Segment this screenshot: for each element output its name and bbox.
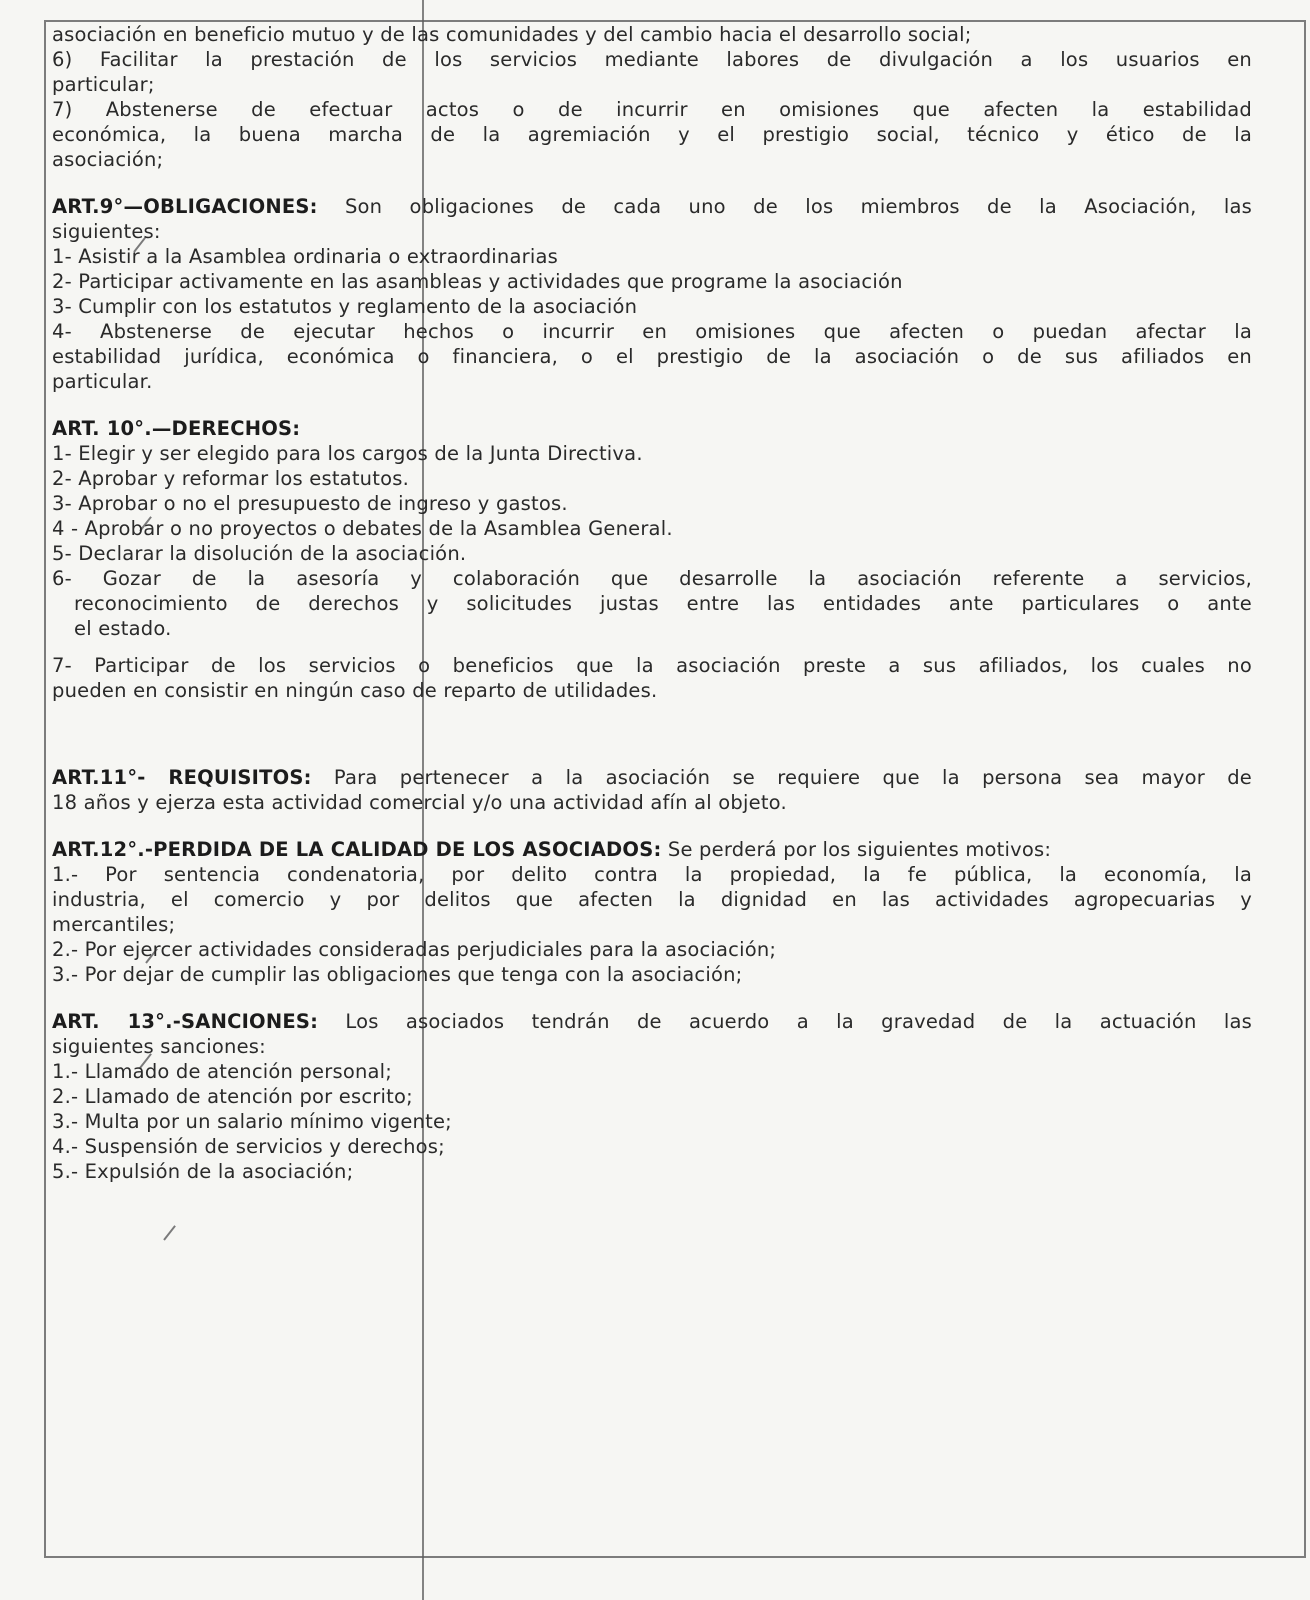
article-heading-line (52, 1009, 1252, 1034)
text-line: 7) Abstenerse de efectuar actos o de incurrir en omisiones que afecten la estabilidad (52, 98, 1252, 121)
text-line: siguientes: (52, 220, 161, 243)
text-line: siguientes sanciones: (52, 1035, 266, 1058)
article-heading-line (52, 837, 1252, 862)
article-heading: ART.11°- REQUISITOS: (52, 766, 312, 789)
article-13 (52, 1009, 1252, 1184)
list-item: 3- Aprobar o no el presupuesto de ingreso y gastos. (52, 492, 568, 515)
article-9 (52, 194, 1252, 394)
article-12 (52, 837, 1252, 987)
article-heading: ART. 10°.—DERECHOS: (52, 417, 301, 440)
list-item: 4 - Aprobar o no proyectos o debates de la Asamblea General. (52, 517, 673, 540)
list-item: 4- Abstenerse de ejecutar hechos o incurrir en omisiones que afecten o puedan afectar la (52, 320, 1252, 343)
list-item: pueden en consistir en ningún caso de reparto de utilidades. (52, 679, 658, 702)
list-item: 5- Declarar la disolución de la asociación. (52, 542, 467, 565)
list-item: 2.- Llamado de atención por escrito; (52, 1085, 413, 1108)
article-intro: Los asociados tendrán de acuerdo a la gravedad de la actuación las (318, 1010, 1252, 1033)
text-line: 18 años y ejerza esta actividad comercial y/o una actividad afín al objeto. (52, 791, 787, 814)
text-line: 6) Facilitar la prestación de los servicios mediante labores de divulgación a los usuarios en (52, 48, 1252, 71)
list-item: 1.- Llamado de atención personal; (52, 1060, 393, 1083)
list-item: 2- Participar activamente en las asambleas y actividades que programe la asociación (52, 270, 903, 293)
list-item: 5.- Expulsión de la asociación; (52, 1160, 354, 1183)
list-item: 6- Gozar de la asesoría y colaboración que desarrolle la asociación referente a servicios, (52, 567, 1252, 590)
list-item: 7- Participar de los servicios o beneficios que la asociación preste a sus afiliados, los cuales no (52, 654, 1252, 677)
list-item: 1- Elegir y ser elegido para los cargos de la Junta Directiva. (52, 442, 643, 465)
list-item: particular. (52, 370, 153, 393)
article-intro: Para pertenecer a la asociación se requiere que la persona sea mayor de (311, 766, 1252, 789)
article-11 (52, 765, 1252, 815)
list-item: 3- Cumplir con los estatutos y reglamento de la asociación (52, 295, 638, 318)
article-intro: Son obligaciones de cada uno de los miembros de la Asociación, las (317, 195, 1252, 218)
list-item: 3.- Por dejar de cumplir las obligaciones que tenga con la asociación; (52, 963, 743, 986)
article-heading: ART. 13°.-SANCIONES: (52, 1010, 319, 1033)
text-line: asociación en beneficio mutuo y de las comunidades y del cambio hacia el desarrollo social; (52, 23, 972, 46)
list-item: 3.- Multa por un salario mínimo vigente; (52, 1110, 452, 1133)
article-10 (52, 416, 1252, 703)
list-item: 2- Aprobar y reformar los estatutos. (52, 467, 409, 490)
list-item: reconocimiento de derechos y solicitudes justas entre las entidades ante particulares o ante (74, 592, 1252, 615)
list-item: estabilidad jurídica, económica o financiera, o el prestigio de la asociación o de sus afiliados en (52, 345, 1252, 368)
text-line: económica, la buena marcha de la agremiación y el prestigio social, técnico y ético de la (52, 123, 1252, 146)
article-heading: ART.9°—OBLIGACIONES: (52, 195, 318, 218)
article-heading-line (52, 194, 1252, 219)
list-item: mercantiles; (52, 913, 176, 936)
list-item: industria, el comercio y por delitos que afecten la dignidad en las actividades agropecuarias y (52, 888, 1252, 911)
article-heading-line (52, 765, 1252, 790)
list-item: 1.- Por sentencia condenatoria, por delito contra la propiedad, la fe pública, la economía, la (52, 863, 1252, 886)
list-item: 1- Asistir a la Asamblea ordinaria o extraordinarias (52, 245, 558, 268)
text-line: particular; (52, 73, 155, 96)
text-line: asociación; (52, 148, 164, 171)
article-heading: ART.12°.-PERDIDA DE LA CALIDAD DE LOS ASOCIADOS: (52, 838, 662, 861)
list-item: 2.- Por ejercer actividades consideradas perjudiciales para la asociación; (52, 938, 777, 961)
list-item: el estado. (74, 617, 172, 640)
document-body (52, 22, 1252, 1184)
article-intro: Se perderá por los siguientes motivos: (661, 838, 1052, 861)
list-item: 4.- Suspensión de servicios y derechos; (52, 1135, 445, 1158)
